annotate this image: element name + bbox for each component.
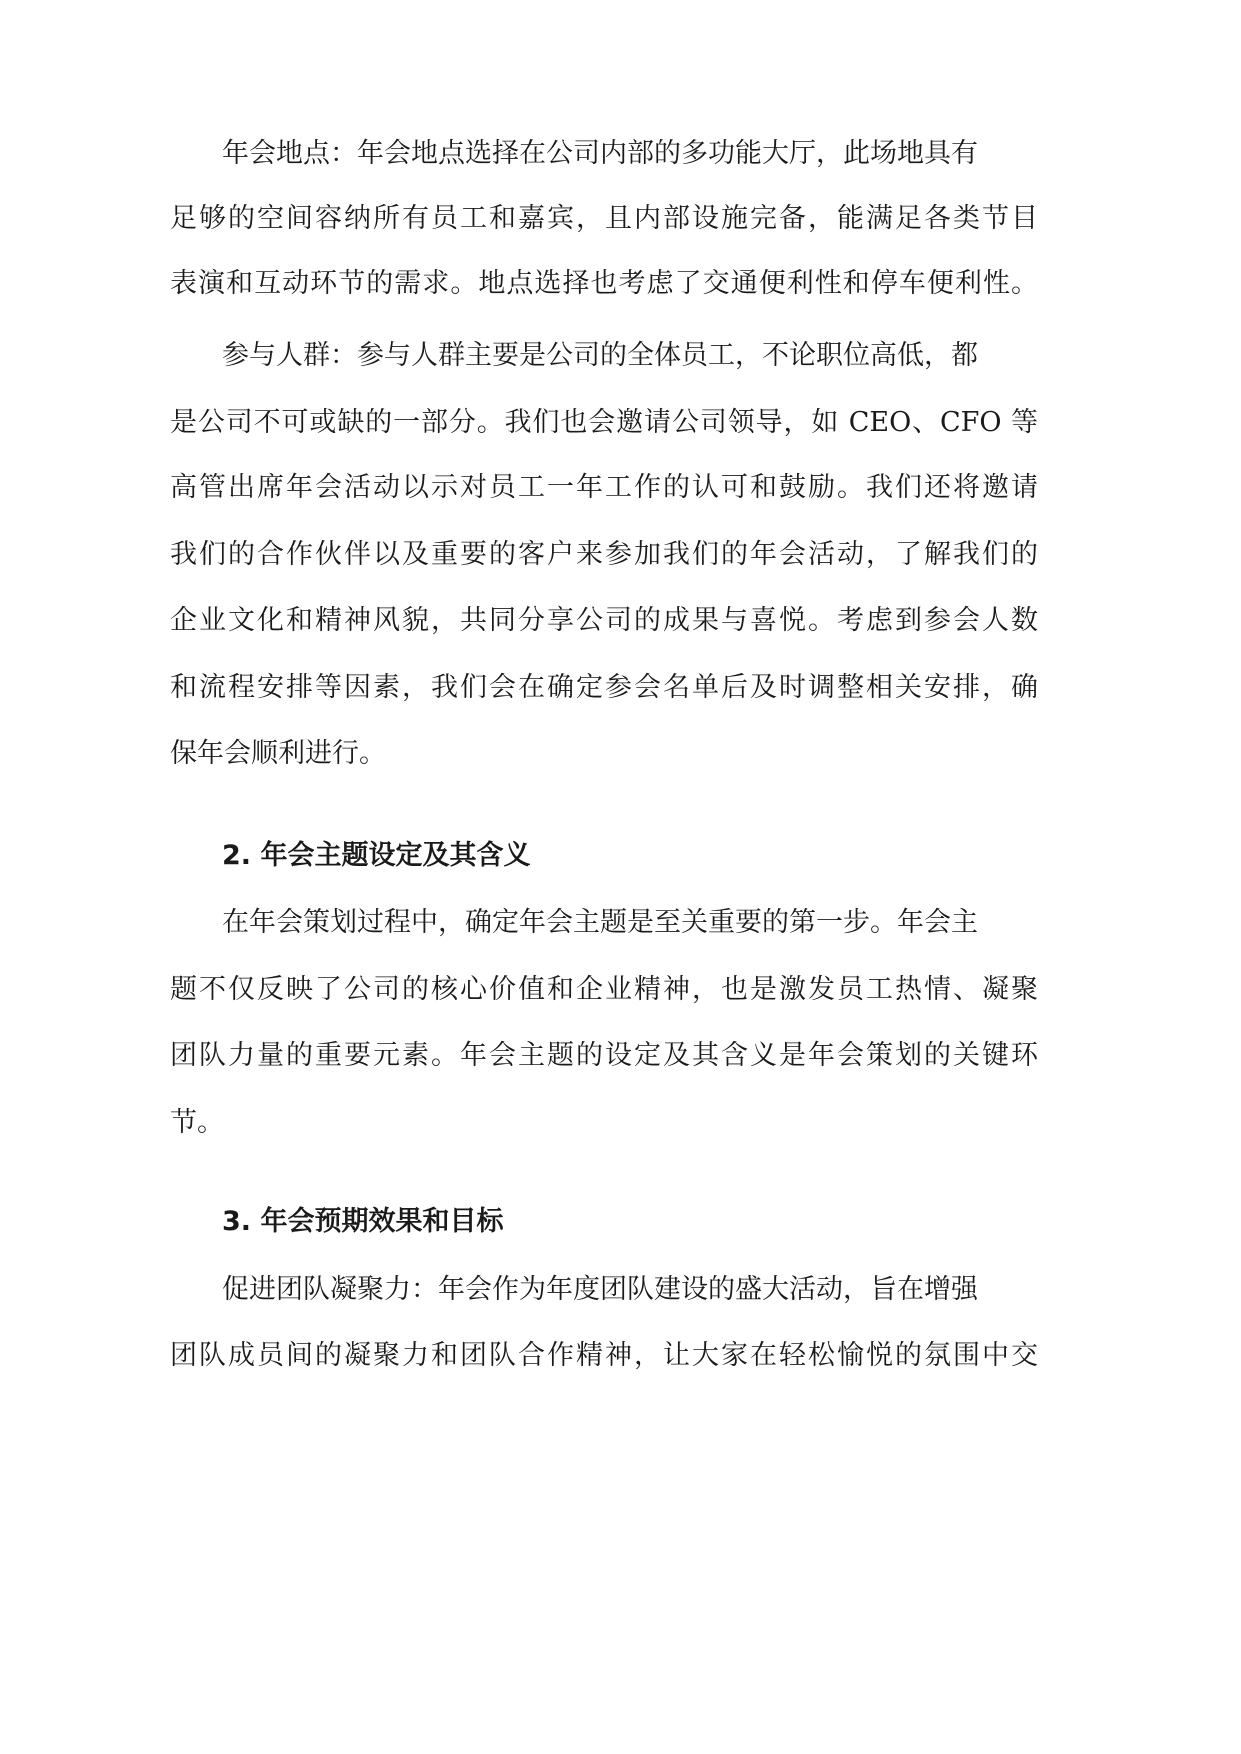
paragraph-line: 年会地点：年会地点选择在公司内部的多功能大厅，此场地具有	[222, 138, 978, 169]
paragraph-line: 企业文化和精神风貌，共同分享公司的成果与喜悦。考虑到参会人数	[170, 605, 1038, 636]
paragraph-line: 在年会策划过程中，确定年会主题是至关重要的第一步。年会主	[222, 907, 978, 938]
paragraph-line: 促进团队凝聚力：年会作为年度团队建设的盛大活动，旨在增强	[222, 1274, 978, 1305]
paragraph-line: 团队力量的重要元素。年会主题的设定及其含义是年会策划的关键环	[170, 1040, 1038, 1071]
section-heading: 3. 年会预期效果和目标	[222, 1206, 504, 1237]
paragraph-line: 节。	[170, 1107, 224, 1138]
paragraph-line: 和流程安排等因素，我们会在确定参会名单后及时调整相关安排，确	[170, 672, 1038, 703]
section-heading: 2. 年会主题设定及其含义	[222, 840, 531, 871]
paragraph-line: 是公司不可或缺的一部分。我们也会邀请公司领导，如 CEO、CFO 等	[170, 407, 1038, 438]
paragraph-line: 题不仅反映了公司的核心价值和企业精神，也是激发员工热情、凝聚	[170, 974, 1038, 1005]
paragraph-line: 团队成员间的凝聚力和团队合作精神，让大家在轻松愉悦的氛围中交	[170, 1340, 1038, 1371]
paragraph-line: 参与人群：参与人群主要是公司的全体员工，不论职位高低，都	[222, 340, 978, 371]
paragraph-line: 高管出席年会活动以示对员工一年工作的认可和鼓励。我们还将邀请	[170, 472, 1038, 503]
paragraph-line: 我们的合作伙伴以及重要的客户来参加我们的年会活动，了解我们的	[170, 539, 1038, 570]
paragraph-line: 表演和互动环节的需求。地点选择也考虑了交通便利性和停车便利性。	[170, 268, 1038, 299]
paragraph-line: 足够的空间容纳所有员工和嘉宾，且内部设施完备，能满足各类节目	[170, 203, 1038, 234]
paragraph-line: 保年会顺利进行。	[170, 738, 386, 769]
